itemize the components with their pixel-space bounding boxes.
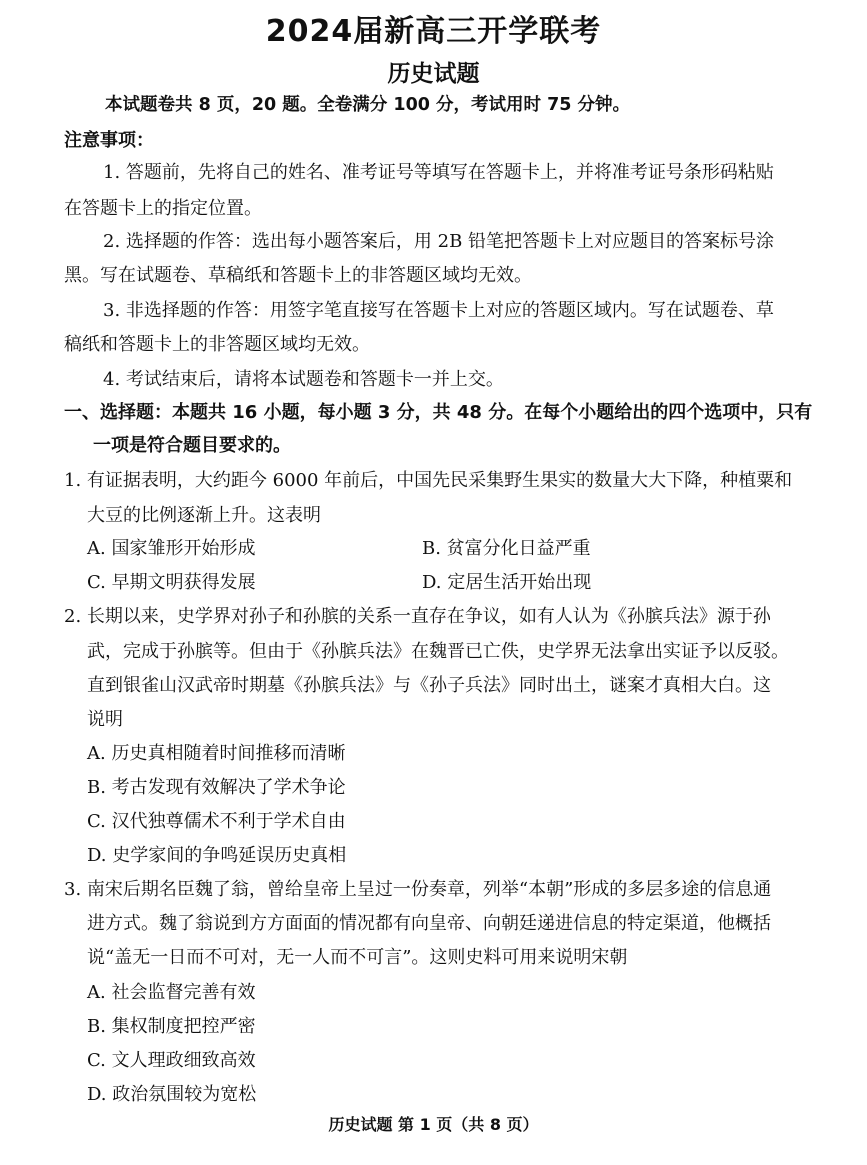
notice-heading: 注意事项： <box>64 130 154 151</box>
question-3-line-2: 进方式。魏了翁说到方方面面的情况都有向皇帝、向朝廷递进信息的特定渠道，他概括 <box>87 913 771 934</box>
question-1-option-c: C. 早期文明获得发展 <box>87 572 256 593</box>
page-footer: 历史试题 第 1 页（共 8 页） <box>328 1115 539 1134</box>
question-3-line-1: 3. 南宋后期名臣魏了翁，曾给皇帝上呈过一份奏章，列举“本朝”形成的多层多途的信息通 <box>64 879 772 900</box>
notice-item-1-line-2: 在答题卡上的指定位置。 <box>64 198 262 219</box>
notice-item-2-line-2: 黑。写在试题卷、草稿纸和答题卡上的非答题区域均无效。 <box>64 265 532 286</box>
question-1-line-2: 大豆的比例逐渐上升。这表明 <box>87 505 321 526</box>
question-2-line-2: 武，完成于孙膑等。但由于《孙膑兵法》在魏晋已亡佚，史学界无法拿出实证予以反驳。 <box>87 641 789 662</box>
question-2-option-b: B. 考古发现有效解决了学术争论 <box>87 777 346 798</box>
section-1-heading-line-1: 一、选择题：本题共 16 小题，每小题 3 分，共 48 分。在每个小题给出的四个选项中，只有 <box>64 402 813 423</box>
question-1-option-b: B. 贫富分化日益严重 <box>422 538 591 559</box>
question-2-line-1: 2. 长期以来，史学界对孙子和孙膑的关系一直存在争议，如有人认为《孙膑兵法》源于孙 <box>64 606 771 627</box>
exam-title: 2024届新高三开学联考 <box>265 14 602 49</box>
notice-item-4-line-1: 4. 考试结束后，请将本试题卷和答题卡一并上交。 <box>103 369 504 390</box>
question-2-option-d: D. 史学家间的争鸣延误历史真相 <box>87 845 347 866</box>
section-1-heading-line-2: 一项是符合题目要求的。 <box>93 435 291 456</box>
question-2-line-4: 说明 <box>87 709 123 730</box>
question-1-line-1: 1. 有证据表明，大约距今 6000 年前后，中国先民采集野生果实的数量大大下降，种植粟和 <box>64 470 793 491</box>
exam-subject-title: 历史试题 <box>387 61 480 87</box>
question-1-option-a: A. 国家雏形开始形成 <box>87 538 256 559</box>
notice-item-2-line-1: 2. 选择题的作答：选出每小题答案后，用 2B 铅笔把答题卡上对应题目的答案标号涂 <box>103 231 775 252</box>
notice-item-3-line-1: 3. 非选择题的作答：用签字笔直接写在答题卡上对应的答题区域内。写在试题卷、草 <box>103 300 774 321</box>
exam-info: 本试题卷共 8 页，20 题。全卷满分 100 分，考试用时 75 分钟。 <box>105 95 631 115</box>
question-2-option-c: C. 汉代独尊儒术不利于学术自由 <box>87 811 346 832</box>
question-3-line-3: 说“盖无一日而不可对，无一人而不可言”。这则史料可用来说明宋朝 <box>87 947 628 968</box>
question-3-option-c: C. 文人理政细致高效 <box>87 1050 256 1071</box>
notice-item-3-line-2: 稿纸和答题卡上的非答题区域均无效。 <box>64 334 370 355</box>
question-3-option-d: D. 政治氛围较为宽松 <box>87 1084 257 1105</box>
question-2-line-3: 直到银雀山汉武帝时期墓《孙膑兵法》与《孙子兵法》同时出土，谜案才真相大白。这 <box>87 675 771 696</box>
question-2-option-a: A. 历史真相随着时间推移而清晰 <box>87 743 346 764</box>
question-3-option-a: A. 社会监督完善有效 <box>87 982 256 1003</box>
question-1-option-d: D. 定居生活开始出现 <box>422 572 592 593</box>
notice-item-1-line-1: 1. 答题前，先将自己的姓名、准考证号等填写在答题卡上，并将准考证号条形码粘贴 <box>103 162 774 183</box>
question-3-option-b: B. 集权制度把控严密 <box>87 1016 256 1037</box>
